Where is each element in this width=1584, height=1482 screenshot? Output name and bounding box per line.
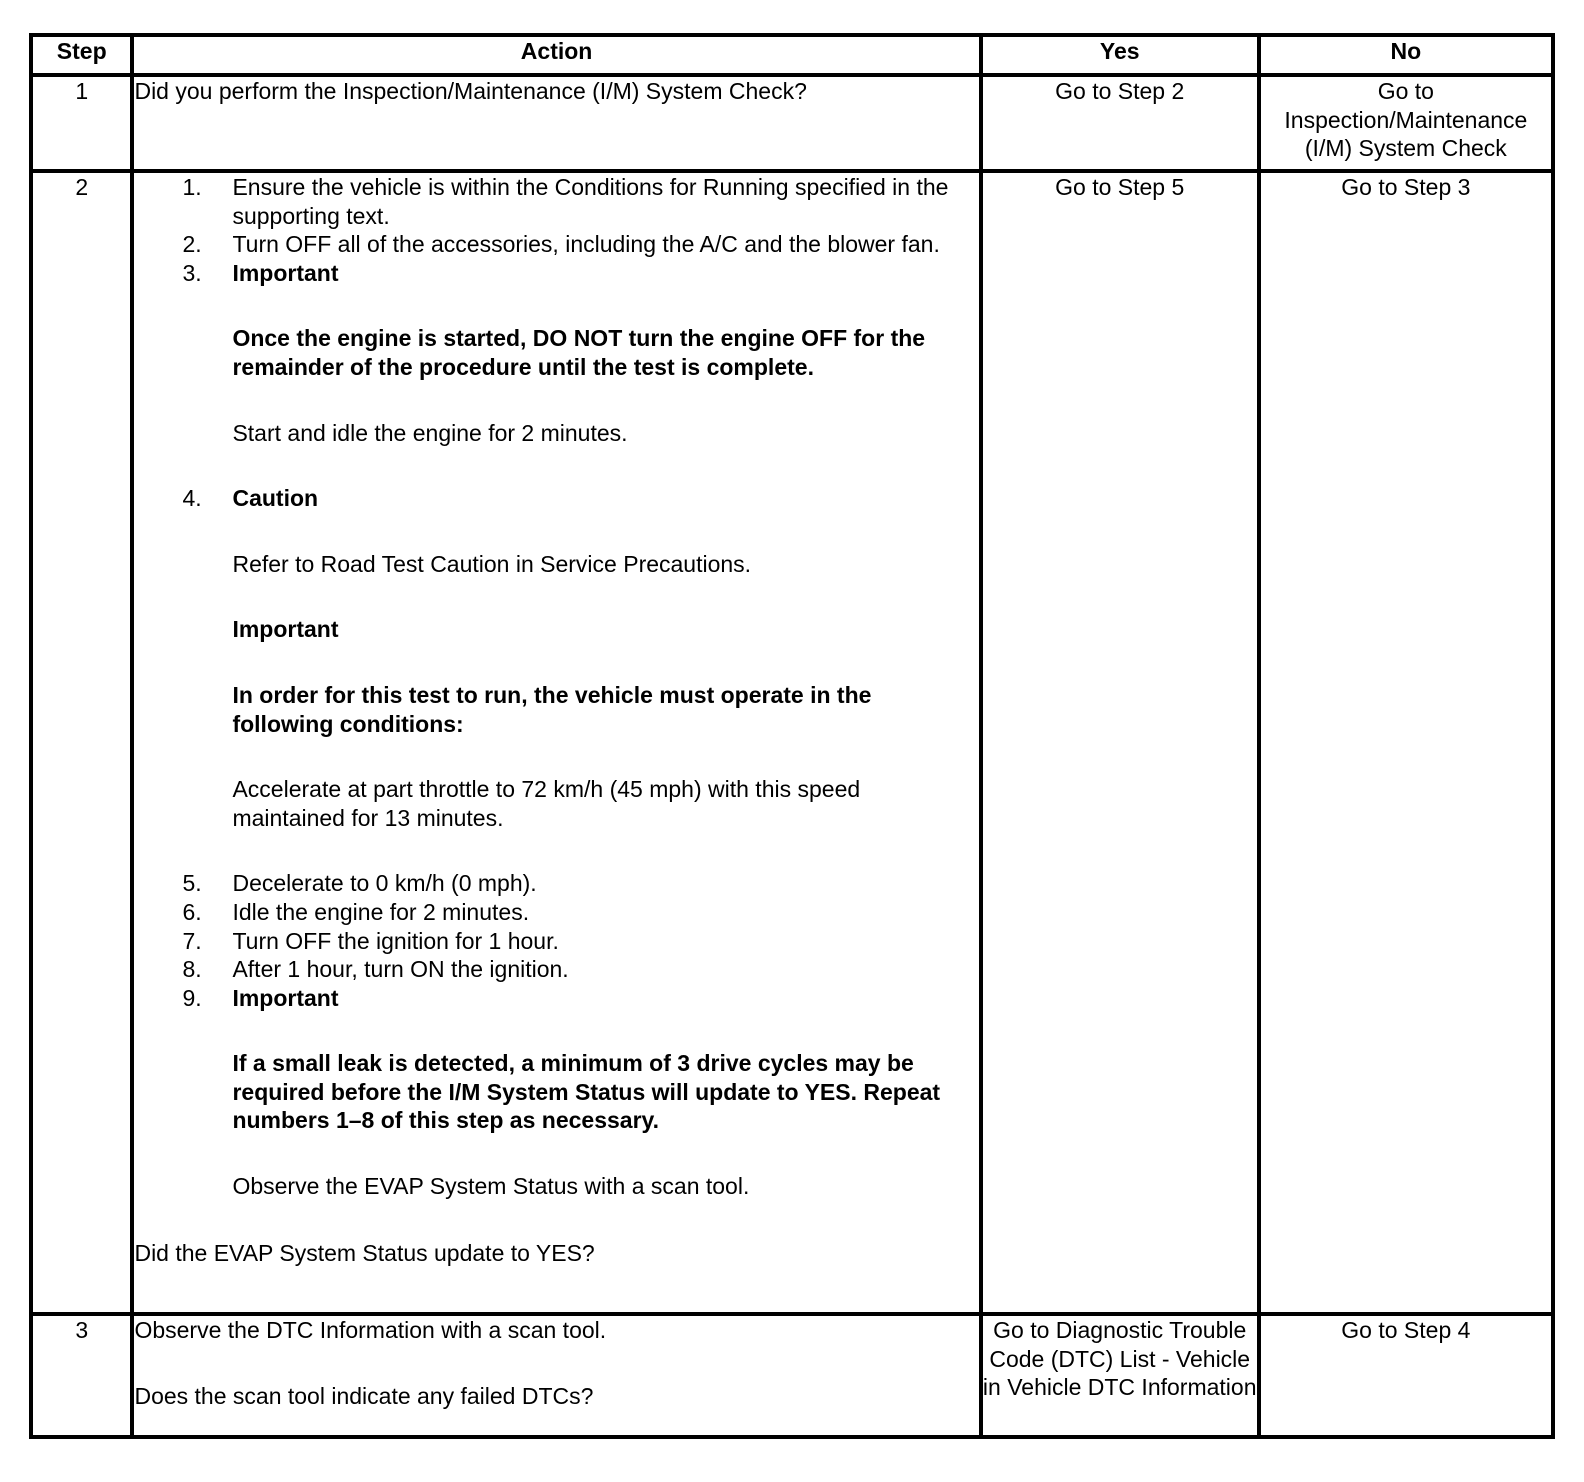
step-question: Did the EVAP System Status update to YES?	[134, 1239, 595, 1266]
item-text: Turn OFF the ignition for 1 hour.	[232, 927, 559, 954]
list-item	[134, 484, 978, 832]
item-number: 1.	[182, 174, 202, 200]
important-heading: Important	[232, 984, 339, 1011]
item-number: 6.	[182, 898, 202, 925]
item-text: Start and idle the engine for 2 minutes.	[232, 419, 628, 446]
important-note: Once the engine is started, DO NOT turn the engine OFF for the remainder of the procedure until the test is complete.	[232, 325, 926, 380]
action-text: Observe the DTC Information with a scan tool.	[134, 1317, 607, 1343]
action-cell	[132, 1314, 980, 1437]
item-text: Ensure the vehicle is within the Conditions for Running specified in the supporting text.	[232, 174, 949, 229]
list-item	[134, 259, 978, 447]
item-number: 5.	[182, 870, 202, 897]
list-item	[134, 869, 978, 898]
table-row-step-2	[31, 171, 1553, 1314]
step-number: 2	[31, 171, 132, 1314]
important-heading: Important	[232, 616, 339, 643]
list-item	[134, 984, 978, 1201]
item-text: Decelerate to 0 km/h (0 mph).	[232, 870, 537, 897]
item-text: Accelerate at part throttle to 72 km/h (45 mph) with this speed maintained for 13 minutes.	[232, 776, 861, 831]
item-number: 4.	[182, 485, 202, 512]
list-item	[134, 927, 978, 956]
item-number: 2.	[182, 231, 202, 258]
header-step: Step	[31, 35, 132, 75]
no-result: Go to Step 3	[1259, 171, 1553, 1314]
caution-text: Refer to Road Test Caution in Service Precautions.	[232, 550, 752, 577]
list-item	[134, 230, 978, 259]
list-item	[134, 898, 978, 927]
action-text: Did you perform the Inspection/Maintenance (I/M) System Check?	[132, 75, 980, 171]
table-row-step-1	[31, 75, 1553, 171]
header-yes: Yes	[981, 35, 1259, 75]
table-row-step-3	[31, 1314, 1553, 1437]
item-number: 8.	[182, 956, 202, 983]
step-question: Does the scan tool indicate any failed DTCs?	[134, 1382, 594, 1409]
item-text: Turn OFF all of the accessories, including the A/C and the blower fan.	[232, 231, 940, 258]
important-heading: Important	[232, 259, 339, 286]
yes-result: Go to Step 5	[981, 171, 1259, 1314]
important-note: In order for this test to run, the vehicle must operate in the following conditions:	[232, 681, 872, 737]
item-text: Idle the engine for 2 minutes.	[232, 898, 530, 925]
yes-result: Go to Diagnostic Trouble Code (DTC) List - Vehicle in Vehicle DTC Information	[981, 1314, 1259, 1437]
yes-result: Go to Step 2	[981, 75, 1259, 171]
header-row	[31, 35, 1553, 75]
step-number: 1	[31, 75, 132, 171]
action-cell	[132, 171, 980, 1314]
header-action: Action	[132, 35, 980, 75]
list-item	[134, 173, 978, 230]
item-number: 3.	[182, 259, 202, 286]
important-note: If a small leak is detected, a minimum of 3 drive cycles may be required before the I/M System Status will update to YES. Repeat numbers 1–8 of this step as necessary.	[232, 1050, 941, 1134]
diagnostic-table	[29, 33, 1555, 1439]
caution-heading: Caution	[232, 485, 319, 512]
no-result: Go to Step 4	[1259, 1314, 1553, 1437]
item-number: 9.	[182, 984, 202, 1011]
item-text: After 1 hour, turn ON the ignition.	[232, 956, 569, 983]
step-number: 3	[31, 1314, 132, 1437]
list-item	[134, 955, 978, 984]
procedure-list	[134, 173, 978, 1201]
item-number: 7.	[182, 927, 202, 954]
no-result: Go to Inspection/Maintenance (I/M) System Check	[1259, 75, 1553, 171]
header-no: No	[1259, 35, 1553, 75]
item-text: Observe the EVAP System Status with a scan tool.	[232, 1173, 750, 1200]
